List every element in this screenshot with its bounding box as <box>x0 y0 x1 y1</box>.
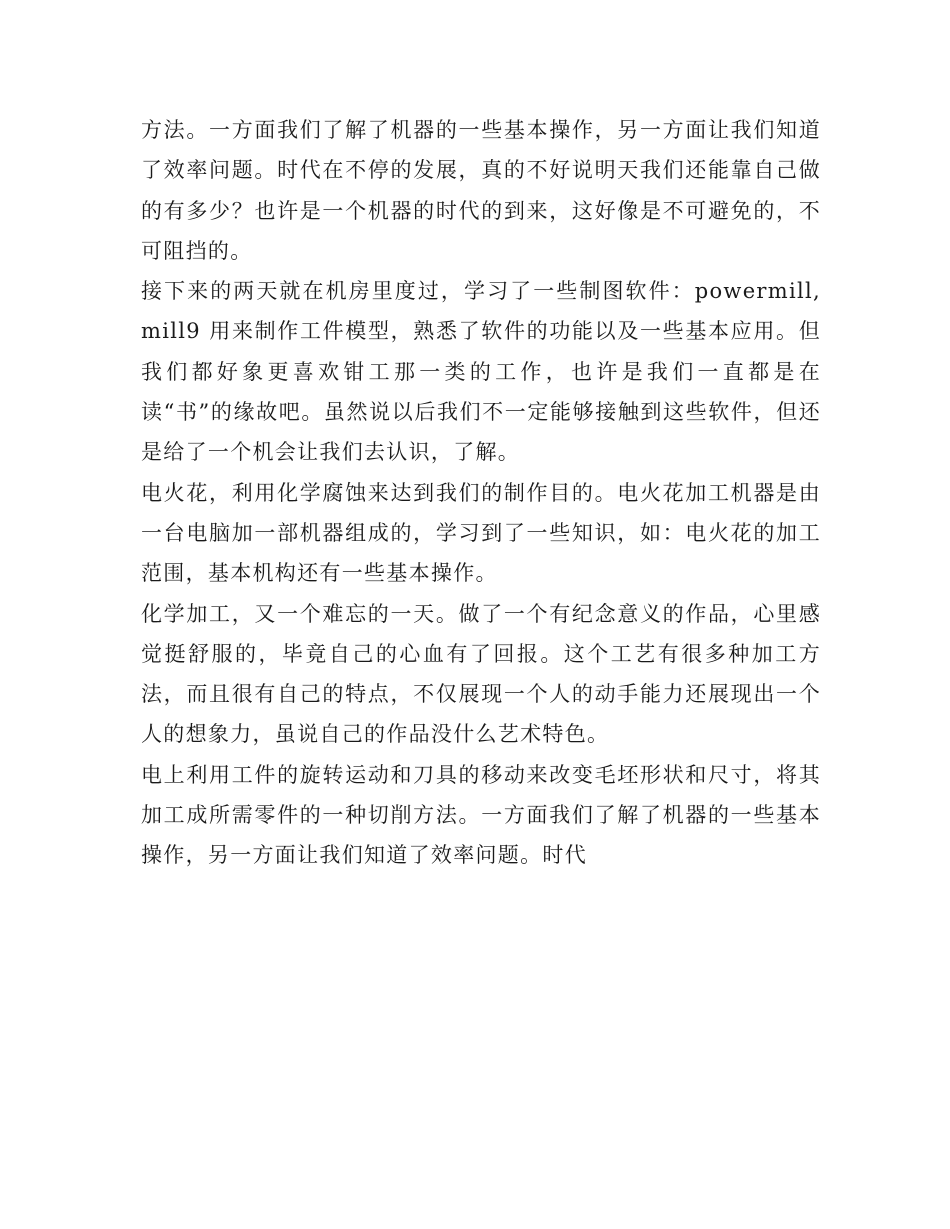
paragraph-2: 接下来的两天就在机房里度过，学习了一些制图软件：powermill,mill9 用来制作工件模型，熟悉了软件的功能以及一些基本应用。但我们都好象更喜欢钳工那一类的工作，也许是我们一直都是在读“书”的缘故吧。虽然说以后我们不一定能够接触到这些软件，但还是给了一个机会让我们去认识，了解。 <box>141 279 821 465</box>
paragraph-5: 电上利用工件的旋转运动和刀具的移动来改变毛坯形状和尺寸，将其加工成所需零件的一种切削方法。一方面我们了解了机器的一些基本操作，另一方面让我们知道了效率问题。时代 <box>141 762 821 868</box>
paragraph-1: 方法。一方面我们了解了机器的一些基本操作，另一方面让我们知道了效率问题。时代在不停的发展，真的不好说明天我们还能靠自己做的有多少？也许是一个机器的时代的到来，这好像是不可避免的，不可阻挡的。 <box>141 118 821 263</box>
paragraph-4: 化学加工，又一个难忘的一天。做了一个有纪念意义的作品，心里感觉挺舒服的，毕竟自己的心血有了回报。这个工艺有很多种加工方法，而且很有自己的特点，不仅展现一个人的动手能力还展现出一个人的想象力，虽说自己的作品没什么艺术特色。 <box>141 601 821 747</box>
paragraph-3: 电火花，利用化学腐蚀来达到我们的制作目的。电火花加工机器是由一台电脑加一部机器组成的，学习到了一些知识，如：电火花的加工范围，基本机构还有一些基本操作。 <box>141 480 821 586</box>
document-body <box>141 110 821 876</box>
